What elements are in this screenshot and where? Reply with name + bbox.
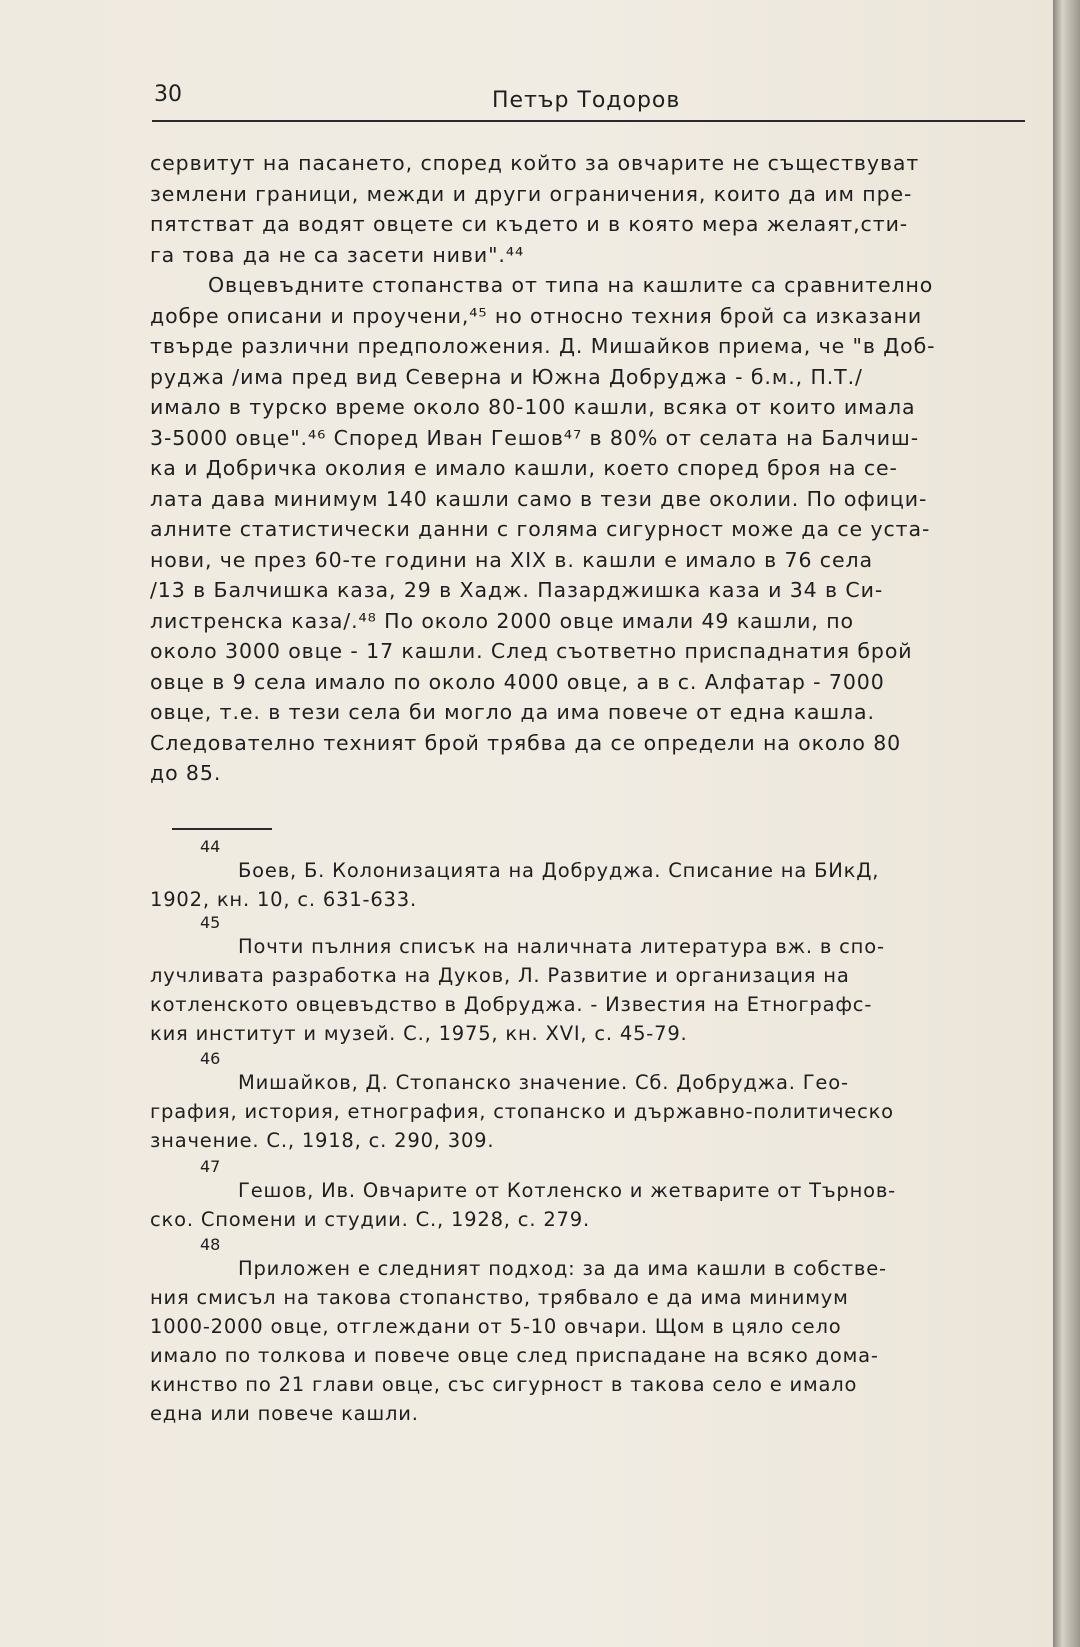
body-line: ка и Добричка околия е имало кашли, което според броя на се- — [150, 456, 898, 480]
body-line: твърде различни предположения. Д. Мишайков приема, че "в Доб- — [150, 334, 936, 358]
body-line: /13 в Балчишка каза, 29 в Хадж. Пазарджишка каза и 34 в Си- — [150, 578, 884, 602]
footnote-line: кинство по 21 глави овце, със сигурност в такова село е имало — [150, 1373, 858, 1396]
footnote-48 — [150, 1236, 1020, 1428]
footnote-line: една или повече кашли. — [150, 1402, 419, 1425]
footnote-44 — [150, 838, 1020, 914]
body-line: добре описани и проучени,⁴⁵ но относно техния брой са изказани — [150, 303, 923, 328]
body-line: имало в турско време около 80-100 кашли, всяка от които имала — [150, 395, 916, 419]
body-line: Следователно техният брой трябва да се определи на около 80 — [150, 730, 902, 755]
running-head: Петър Тодоров — [492, 88, 681, 113]
footnote-line: котленското овцевъдство в Добруджа. - Известия на Етнографс- — [150, 993, 873, 1016]
footnote-line: Боев, Б. Колонизацията на Добруджа. Списание на БИкД, — [238, 859, 880, 882]
body-line: алните статистически данни с голяма сигурност може да се уста- — [150, 517, 931, 541]
body-line: Овцевъдните стопанства от типа на кашлите са сравнително — [208, 273, 934, 297]
footnote-number: 44 — [200, 837, 221, 856]
footnote-number: 47 — [200, 1157, 221, 1176]
footnote-line: графия, история, етнография, стопанско и държавно-политическо — [150, 1100, 894, 1123]
book-spine-edge — [1053, 0, 1080, 1647]
footnote-line: имало по толкова и повече овце след приспадане на всяко дома- — [150, 1344, 879, 1367]
footnote-line: Почти пълния списък на наличната литература вж. в спо- — [238, 935, 885, 958]
footnote-line: кия институт и музей. С., 1975, кн. XVI, с. 45-79. — [150, 1022, 688, 1045]
footnote-line: 1902, кн. 10, с. 631-633. — [150, 888, 417, 911]
main-text — [150, 148, 1045, 789]
footnote-46 — [150, 1050, 1020, 1155]
footnote-47 — [150, 1158, 1020, 1234]
footnote-line: ско. Спомени и студии. С., 1928, с. 279. — [150, 1208, 590, 1231]
page-header — [152, 80, 1025, 122]
footnote-line: лучливата разработка на Дуков, Л. Развитие и организация на — [150, 964, 850, 987]
footnote-number: 48 — [200, 1235, 221, 1254]
footnote-line: ния смисъл на такова стопанство, трябвало е да има минимум — [150, 1286, 849, 1309]
body-line: до 85. — [150, 761, 222, 785]
page-number: 30 — [154, 82, 182, 107]
body-line: овце, т.е. в тези села би могло да има повече от една кашла. — [150, 700, 875, 724]
body-line: листренска каза/.⁴⁸ По около 2000 овце имали 49 кашли, по — [150, 608, 854, 633]
footnote-line: Мишайков, Д. Стопанско значение. Сб. Добруджа. Гео- — [238, 1071, 849, 1094]
body-line: овце в 9 села имало по около 4000 овце, а в с. Алфатар - 7000 — [150, 669, 885, 694]
footnote-line: 1000-2000 овце, отглеждани от 5-10 овчари. Щом в цяло село — [150, 1315, 842, 1338]
footnote-separator — [172, 828, 272, 830]
footnote-number: 46 — [200, 1049, 221, 1068]
body-line: лата дава минимум 140 кашли само в тези две околии. По офици- — [150, 486, 928, 511]
body-line: землени граници, межди и други ограничения, които да им пре- — [150, 181, 913, 206]
body-line: 3-5000 овце".⁴⁶ Според Иван Гешов⁴⁷ в 80% от селата на Балчиш- — [150, 425, 919, 450]
footnote-line: значение. С., 1918, с. 290, 309. — [150, 1129, 495, 1152]
body-line: га това да не са засети ниви".⁴⁴ — [150, 242, 525, 267]
footnote-number: 45 — [200, 913, 221, 932]
body-line: около 3000 овце - 17 кашли. След съответно приспаднатия брой — [150, 639, 913, 663]
footnote-45 — [150, 914, 1020, 1048]
footnote-line: Приложен е следният подход: за да има кашли в собстве- — [238, 1257, 887, 1280]
footnote-line: Гешов, Ив. Овчарите от Котленско и жетварите от Търнов- — [238, 1179, 897, 1202]
body-line: сервитут на пасането, според който за овчарите не съществуват — [150, 151, 920, 175]
body-line: нови, че през 60-те години на XIX в. кашли е имало в 76 села — [150, 547, 873, 572]
body-line: руджа /има пред вид Северна и Южна Добруджа - б.м., П.Т./ — [150, 364, 863, 389]
body-line: пятстват да водят овцете си където и в която мера желаят,сти- — [150, 212, 909, 236]
